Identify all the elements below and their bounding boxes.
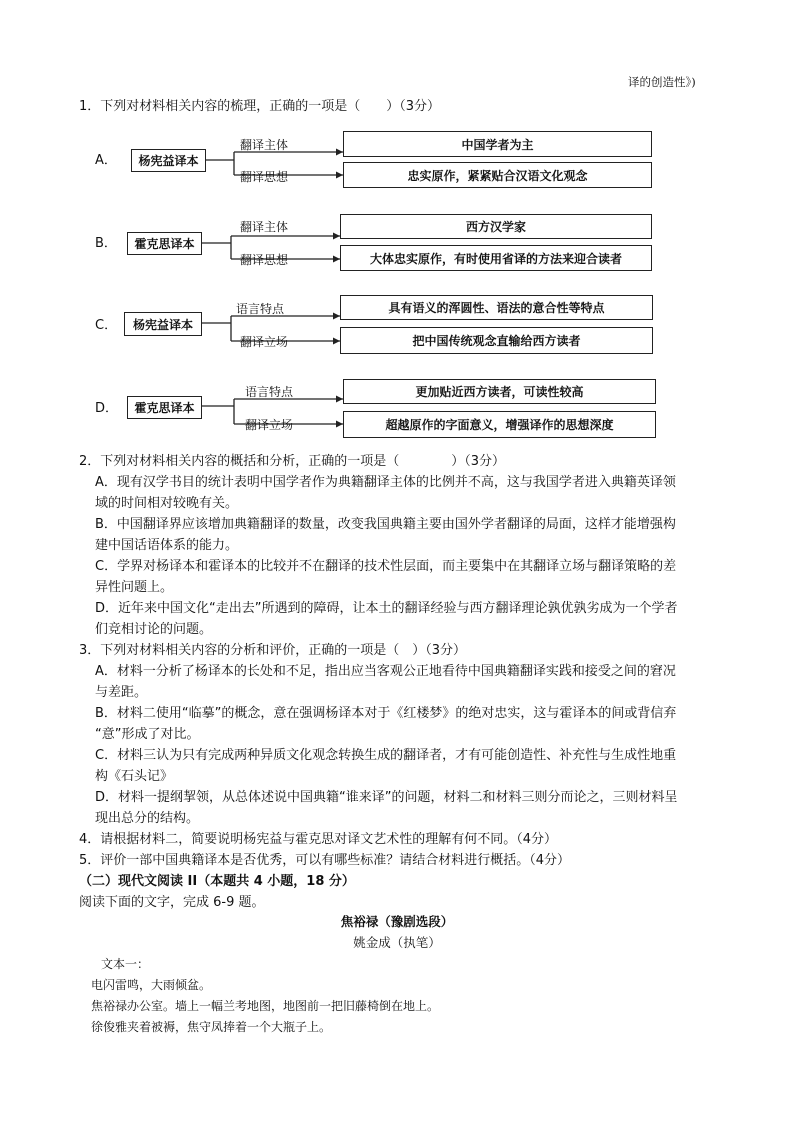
option-a-letter: A． [95,153,117,168]
option-d-content-2: 超越原作的字面意义，增强译作的思想深度 [343,411,656,438]
section-instruction: 阅读下面的文字，完成 6-9 题。 [79,895,265,910]
option-a-content-2: 忠实原作，紧紧贴合汉语文化观念 [343,162,652,188]
option-c-label-2: 翻译立场 [240,335,289,349]
question-3-option-c-cont: 构《石头记》 [95,769,174,784]
play-author: 姚金成（执笔） [353,935,441,950]
question-5: 5．评价一部中国典籍译本是否优秀，可以有哪些标准？请结合材料进行概括。（4分） [79,853,571,868]
question-2-option-d: D．近年来中国文化“走出去”所遇到的障碍，让本土的翻译经验与西方翻译理论孰优孰劣成为一个学者 [95,601,678,616]
question-4: 4．请根据材料二，简要说明杨宪益与霍克思对译文艺术性的理解有何不同。（4分） [79,832,558,847]
question-3-stem: 3．下列对材料相关内容的分析和评价，正确的一项是（ ）（3分） [79,643,467,658]
option-a-label-2: 翻译思想 [240,170,289,184]
option-a-root-box: 杨宪益译本 [131,149,206,172]
option-c-letter: C． [95,318,118,333]
question-1-stem: 1．下列对材料相关内容的梳理，正确的一项是（ ）（3分） [79,99,441,114]
option-b-label-2: 翻译思想 [240,253,289,267]
question-2-option-a: A．现有汉学书目的统计表明中国学者作为典籍翻译主体的比例并不高，这与我国学者进入典籍英译领 [95,475,676,490]
play-title: 焦裕禄（豫剧选段） [340,914,454,929]
question-2-option-b-cont: 建中国话语体系的能力。 [95,538,239,553]
option-d-label-2: 翻译立场 [245,418,294,432]
question-2-option-c: C．学界对杨译本和霍译本的比较并不在翻译的技术性层面，而主要集中在其翻译立场与翻译策略的差 [95,559,677,574]
question-2-option-b: B．中国翻译界应该增加典籍翻译的数量，改变我国典籍主要由国外学者翻译的局面，这样才能增强构 [95,517,676,532]
stage-direction-2: 焦裕禄办公室。墙上一幅兰考地图，地图前一把旧藤椅倒在地上。 [91,999,440,1013]
question-3-option-d-cont: 现出总分的结构。 [95,811,200,826]
option-d-label-1: 语言特点 [245,385,294,399]
option-d-letter: D． [95,401,119,416]
option-c-content-1: 具有语义的浑圆性、语法的意合性等特点 [340,295,653,320]
question-2-option-c-cont: 异性问题上。 [95,580,174,595]
option-b-label-1: 翻译主体 [240,220,289,234]
question-2-stem: 2．下列对材料相关内容的概括和分析，正确的一项是（ ）（3分） [79,454,506,469]
page-header-note: 译的创造性》) [628,75,696,89]
option-a-label-1: 翻译主体 [240,138,289,152]
question-3-option-a: A．材料一分析了杨译本的长处和不足，指出应当客观公正地看待中国典籍翻译实践和接受之间的窘况 [95,664,676,679]
option-b-content-1: 西方汉学家 [340,214,652,239]
option-d-content-1: 更加贴近西方读者，可读性较高 [343,379,656,404]
text-one-label: 文本一： [101,957,150,971]
question-2-option-a-cont: 域的时间相对较晚有关。 [95,496,239,511]
question-3-option-b: B．材料二使用“临摹”的概念，意在强调杨译本对于《红楼梦》的绝对忠实，这与霍译本的间或背信弃 [95,706,677,721]
option-c-label-1: 语言特点 [236,302,285,316]
question-2-option-d-cont: 们竞相讨论的问题。 [95,622,213,637]
question-3-option-b-cont: “意”形成了对比。 [95,727,200,742]
option-b-content-2: 大体忠实原作，有时使用省译的方法来迎合读者 [340,245,652,271]
option-b-root-box: 霍克思译本 [127,232,202,255]
question-3-option-d: D．材料一提纲挈领，从总体述说中国典籍“谁来译”的问题，材料二和材料三则分而论之，三则材料呈 [95,790,678,805]
option-b-letter: B． [95,236,117,251]
stage-direction-3: 徐俊雅夹着被褥，焦守凤捧着一个大瓶子上。 [91,1020,332,1034]
option-c-root-box: 杨宪益译本 [124,312,202,336]
option-a-content-1: 中国学者为主 [343,131,652,157]
option-c-content-2: 把中国传统观念直输给西方读者 [340,327,653,354]
question-3-option-a-cont: 与差距。 [95,685,148,700]
stage-direction-1: 电闪雷鸣，大雨倾盆。 [91,978,212,992]
section-title: （二）现代文阅读 II（本题共 4 小题，18 分） [79,874,355,889]
option-d-root-box: 霍克思译本 [127,396,202,419]
question-3-option-c: C．材料三认为只有完成两种异质文化观念转换生成的翻译者，才有可能创造性、补充性与生成性地重 [95,748,677,763]
